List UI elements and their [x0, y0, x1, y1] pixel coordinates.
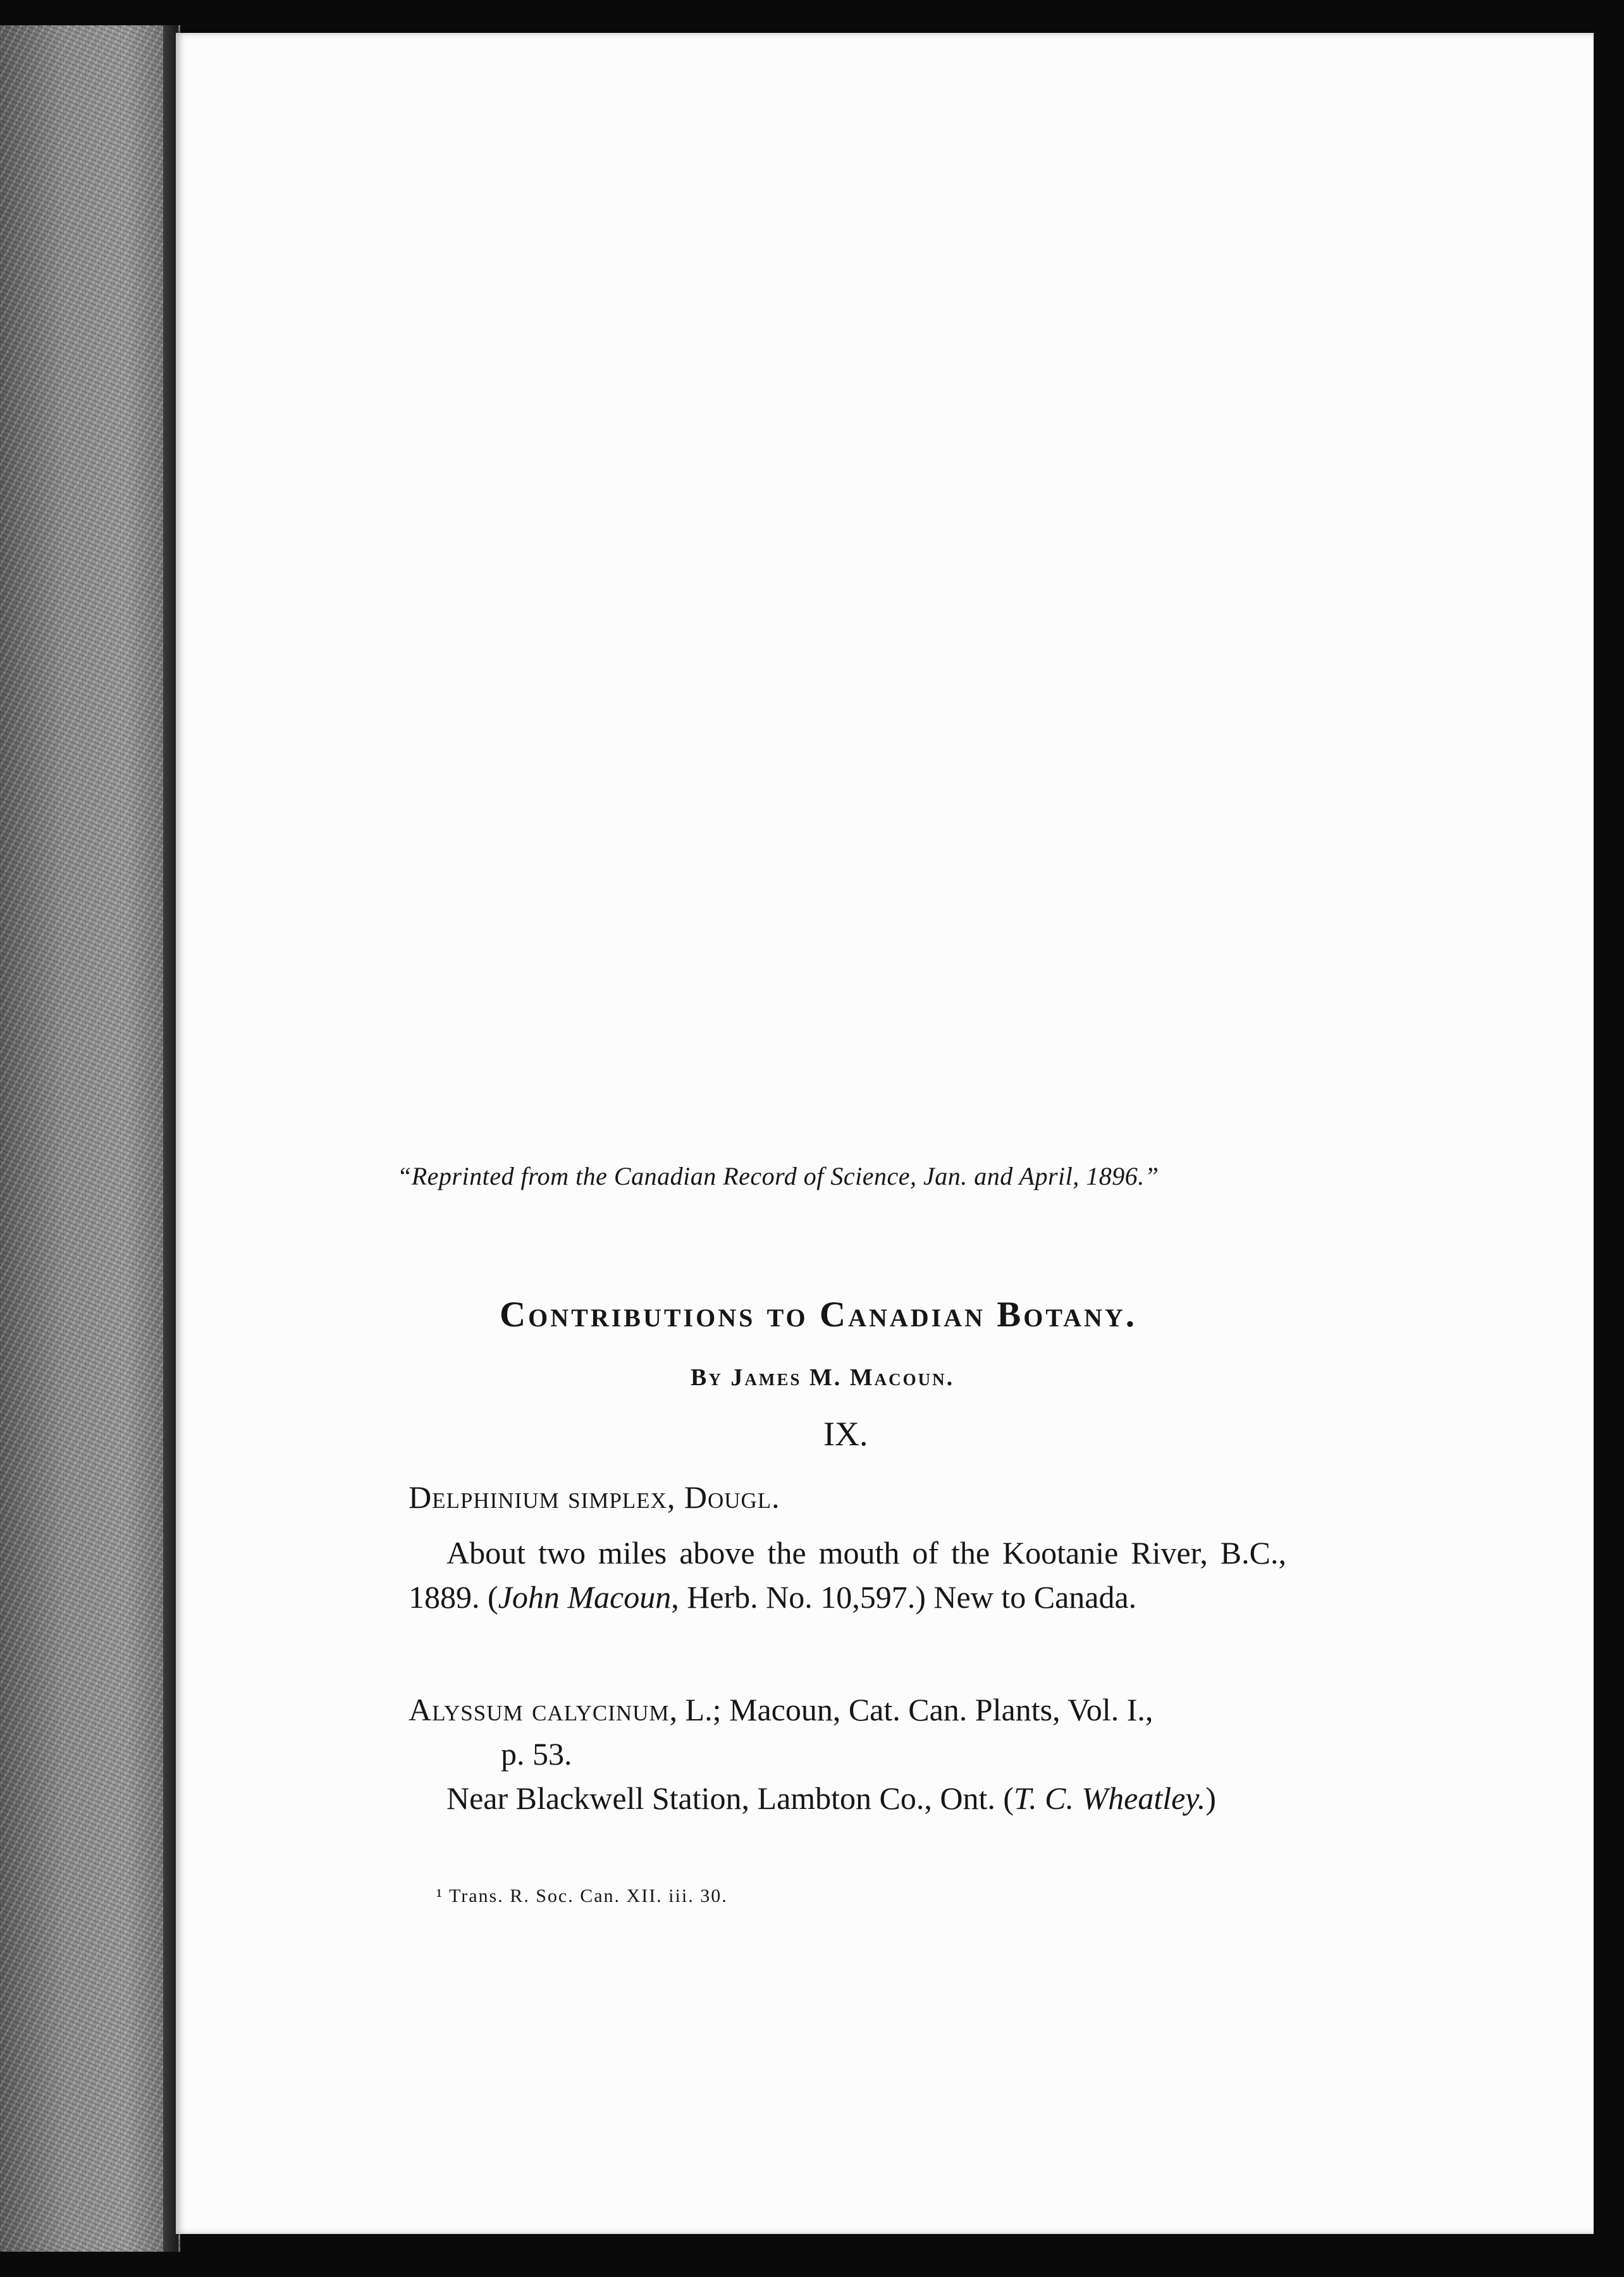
- page: [176, 33, 1594, 2234]
- book-binding-edge: [0, 25, 180, 2252]
- article-title: Contributions to Canadian Botany.: [500, 1295, 1137, 1335]
- species-name: Alyssum calycinum: [409, 1692, 670, 1727]
- author-byline: By James M. Macoun.: [691, 1364, 955, 1391]
- footnote: ¹ Trans. R. Soc. Can. XII. iii. 30.: [436, 1885, 728, 1906]
- part-number: IX.: [823, 1415, 868, 1453]
- species-description: [409, 1776, 1286, 1820]
- collector-name: T. C. Wheatley.: [1014, 1780, 1206, 1816]
- description-text: About two miles above the mouth of the Kootanie River, B.C., 1889. (: [409, 1535, 1286, 1615]
- description-text: ): [1205, 1780, 1216, 1816]
- reprint-note: “Reprinted from the Canadian Record of Science, Jan. and April, 1896.”: [397, 1162, 1159, 1190]
- species-description: [409, 1531, 1286, 1619]
- species-citation: , L.; Macoun, Cat. Can. Plants, Vol. I.,: [669, 1692, 1153, 1727]
- collector-name: John Macoun: [498, 1579, 672, 1615]
- species-heading: Delphinium simplex, Dougl.: [409, 1479, 780, 1515]
- description-text: Near Blackwell Station, Lambton Co., Ont. (: [446, 1780, 1014, 1816]
- species-heading: [409, 1688, 1286, 1776]
- species-citation-continued: p. 53.: [501, 1736, 572, 1772]
- description-text: , Herb. No. 10,597.) New to Canada.: [671, 1579, 1137, 1615]
